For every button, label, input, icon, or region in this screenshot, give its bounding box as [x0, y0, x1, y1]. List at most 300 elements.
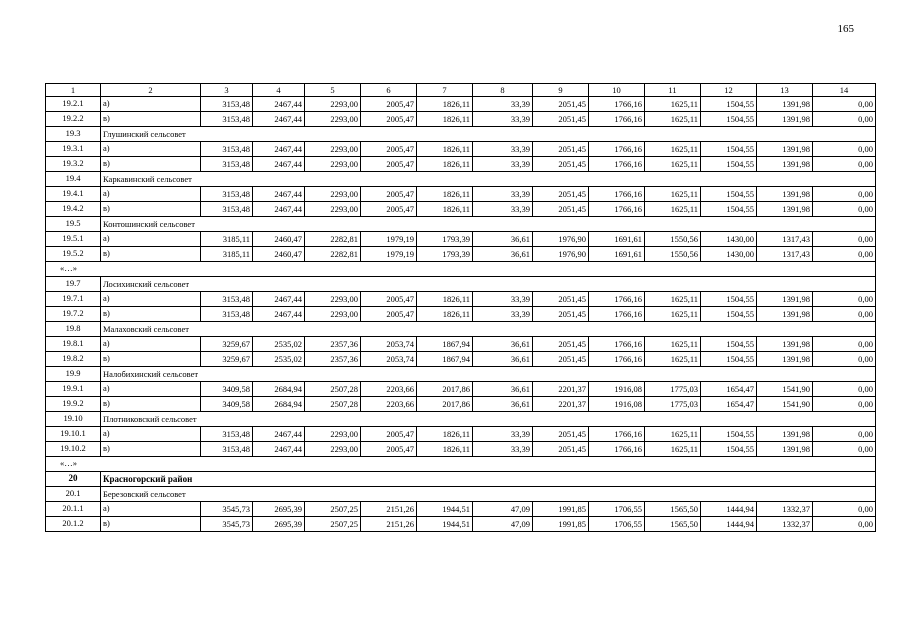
- value-cell: 2507,25: [305, 517, 361, 532]
- row-code: 19.2.2: [46, 112, 101, 127]
- value-cell: 1625,11: [645, 352, 701, 367]
- row-subtype: в): [101, 112, 201, 127]
- column-header: 5: [305, 84, 361, 97]
- value-cell: 1766,16: [589, 97, 645, 112]
- value-cell: 1504,55: [701, 187, 757, 202]
- group-row: [46, 172, 876, 187]
- column-header: 7: [417, 84, 473, 97]
- value-cell: 0,00: [813, 382, 876, 397]
- value-cell: 2460,47: [253, 232, 305, 247]
- value-cell: 1391,98: [757, 157, 813, 172]
- column-header: 10: [589, 84, 645, 97]
- table-row: [46, 142, 876, 157]
- value-cell: 1766,16: [589, 142, 645, 157]
- value-cell: 1775,03: [645, 397, 701, 412]
- value-cell: 1391,98: [757, 442, 813, 457]
- row-code: 19.7.1: [46, 292, 101, 307]
- value-cell: 2467,44: [253, 427, 305, 442]
- column-header: 4: [253, 84, 305, 97]
- value-cell: 2005,47: [361, 142, 417, 157]
- value-cell: 2357,36: [305, 352, 361, 367]
- value-cell: 0,00: [813, 397, 876, 412]
- value-cell: 0,00: [813, 187, 876, 202]
- value-cell: 2051,45: [533, 202, 589, 217]
- group-name: Малаховский сельсовет: [101, 322, 876, 337]
- ellipsis-mark: «…»: [46, 457, 876, 472]
- value-cell: 1391,98: [757, 337, 813, 352]
- value-cell: 0,00: [813, 517, 876, 532]
- value-cell: 2017,86: [417, 382, 473, 397]
- group-code: 19.5: [46, 217, 101, 232]
- table-row: [46, 157, 876, 172]
- value-cell: 2695,39: [253, 517, 305, 532]
- value-cell: 1504,55: [701, 202, 757, 217]
- value-cell: 1944,51: [417, 517, 473, 532]
- value-cell: 1317,43: [757, 247, 813, 262]
- value-cell: 1541,90: [757, 382, 813, 397]
- value-cell: 1504,55: [701, 307, 757, 322]
- group-name: Налобихинский сельсовет: [101, 367, 876, 382]
- value-cell: 1766,16: [589, 427, 645, 442]
- group-row: [46, 367, 876, 382]
- column-header: 14: [813, 84, 876, 97]
- value-cell: 2005,47: [361, 202, 417, 217]
- row-subtype: в): [101, 202, 201, 217]
- value-cell: 3545,73: [201, 517, 253, 532]
- value-cell: 1826,11: [417, 142, 473, 157]
- group-name: Контошинский сельсовет: [101, 217, 876, 232]
- value-cell: 33,39: [473, 157, 533, 172]
- row-code: 19.10.2: [46, 442, 101, 457]
- value-cell: 47,09: [473, 517, 533, 532]
- value-cell: 1793,39: [417, 232, 473, 247]
- value-cell: 2051,45: [533, 337, 589, 352]
- value-cell: 0,00: [813, 142, 876, 157]
- value-cell: 0,00: [813, 502, 876, 517]
- group-code: 19.4: [46, 172, 101, 187]
- value-cell: 1391,98: [757, 307, 813, 322]
- value-cell: 2507,28: [305, 382, 361, 397]
- value-cell: 1826,11: [417, 442, 473, 457]
- column-header: 3: [201, 84, 253, 97]
- group-name: Лосихинский сельсовет: [101, 277, 876, 292]
- value-cell: 1504,55: [701, 352, 757, 367]
- value-cell: 36,61: [473, 352, 533, 367]
- table-row: [46, 442, 876, 457]
- column-header: 9: [533, 84, 589, 97]
- value-cell: 33,39: [473, 427, 533, 442]
- value-cell: 1654,47: [701, 382, 757, 397]
- value-cell: 1867,94: [417, 352, 473, 367]
- value-cell: 1625,11: [645, 157, 701, 172]
- value-cell: 1826,11: [417, 97, 473, 112]
- group-row: [46, 277, 876, 292]
- value-cell: 3153,48: [201, 142, 253, 157]
- value-cell: 1504,55: [701, 142, 757, 157]
- value-cell: 2151,26: [361, 502, 417, 517]
- value-cell: 2684,94: [253, 397, 305, 412]
- value-cell: 2507,25: [305, 502, 361, 517]
- value-cell: 36,61: [473, 232, 533, 247]
- value-cell: 3153,48: [201, 292, 253, 307]
- table-row: [46, 352, 876, 367]
- table-row: [46, 187, 876, 202]
- value-cell: 1979,19: [361, 247, 417, 262]
- column-header: 13: [757, 84, 813, 97]
- value-cell: 1826,11: [417, 427, 473, 442]
- value-cell: 2282,81: [305, 247, 361, 262]
- value-cell: 2293,00: [305, 142, 361, 157]
- row-subtype: а): [101, 427, 201, 442]
- value-cell: 1826,11: [417, 292, 473, 307]
- table-header-row: [46, 84, 876, 97]
- value-cell: 1766,16: [589, 352, 645, 367]
- row-code: 20.1.1: [46, 502, 101, 517]
- row-subtype: а): [101, 187, 201, 202]
- column-header: 11: [645, 84, 701, 97]
- value-cell: 1391,98: [757, 292, 813, 307]
- value-cell: 1706,55: [589, 502, 645, 517]
- value-cell: 2293,00: [305, 97, 361, 112]
- row-subtype: а): [101, 292, 201, 307]
- value-cell: 1706,55: [589, 517, 645, 532]
- row-subtype: а): [101, 97, 201, 112]
- value-cell: 1625,11: [645, 187, 701, 202]
- value-cell: 1691,61: [589, 232, 645, 247]
- group-row: [46, 472, 876, 487]
- value-cell: 33,39: [473, 112, 533, 127]
- value-cell: 1826,11: [417, 112, 473, 127]
- value-cell: 1565,50: [645, 517, 701, 532]
- value-cell: 1625,11: [645, 307, 701, 322]
- value-cell: 3153,48: [201, 112, 253, 127]
- row-subtype: а): [101, 337, 201, 352]
- row-code: 19.10.1: [46, 427, 101, 442]
- row-subtype: в): [101, 157, 201, 172]
- value-cell: 2467,44: [253, 187, 305, 202]
- value-cell: 2201,37: [533, 382, 589, 397]
- group-code: 20.1: [46, 487, 101, 502]
- ellipsis-row: [46, 262, 876, 277]
- table-row: [46, 382, 876, 397]
- value-cell: 1976,90: [533, 247, 589, 262]
- value-cell: 1332,37: [757, 502, 813, 517]
- group-name: Каркавинский сельсовет: [101, 172, 876, 187]
- value-cell: 2293,00: [305, 427, 361, 442]
- column-header: 12: [701, 84, 757, 97]
- value-cell: 2005,47: [361, 112, 417, 127]
- value-cell: 2051,45: [533, 187, 589, 202]
- value-cell: 0,00: [813, 157, 876, 172]
- group-row: [46, 322, 876, 337]
- value-cell: 2053,74: [361, 352, 417, 367]
- row-code: 19.5.1: [46, 232, 101, 247]
- table-row: [46, 112, 876, 127]
- value-cell: 3153,48: [201, 427, 253, 442]
- row-code: 19.3.2: [46, 157, 101, 172]
- value-cell: 3259,67: [201, 352, 253, 367]
- value-cell: 2005,47: [361, 187, 417, 202]
- row-subtype: а): [101, 502, 201, 517]
- table-row: [46, 502, 876, 517]
- row-code: 20.1.2: [46, 517, 101, 532]
- group-code: 20: [46, 472, 101, 487]
- group-code: 19.9: [46, 367, 101, 382]
- row-code: 19.9.1: [46, 382, 101, 397]
- value-cell: 2293,00: [305, 292, 361, 307]
- value-cell: 1317,43: [757, 232, 813, 247]
- value-cell: 2357,36: [305, 337, 361, 352]
- value-cell: 1430,00: [701, 232, 757, 247]
- value-cell: 1625,11: [645, 427, 701, 442]
- value-cell: 1625,11: [645, 337, 701, 352]
- value-cell: 2203,66: [361, 397, 417, 412]
- table-row: [46, 337, 876, 352]
- value-cell: 1444,94: [701, 517, 757, 532]
- value-cell: 1504,55: [701, 97, 757, 112]
- row-subtype: в): [101, 397, 201, 412]
- ellipsis-row: [46, 457, 876, 472]
- value-cell: 3259,67: [201, 337, 253, 352]
- value-cell: 1504,55: [701, 112, 757, 127]
- group-row: [46, 412, 876, 427]
- value-cell: 47,09: [473, 502, 533, 517]
- row-subtype: в): [101, 442, 201, 457]
- value-cell: 2467,44: [253, 442, 305, 457]
- value-cell: 1504,55: [701, 292, 757, 307]
- value-cell: 2293,00: [305, 112, 361, 127]
- value-cell: 0,00: [813, 307, 876, 322]
- value-cell: 1391,98: [757, 202, 813, 217]
- value-cell: 2051,45: [533, 352, 589, 367]
- value-cell: 33,39: [473, 442, 533, 457]
- value-cell: 1504,55: [701, 157, 757, 172]
- value-cell: 33,39: [473, 187, 533, 202]
- row-subtype: а): [101, 382, 201, 397]
- value-cell: 33,39: [473, 292, 533, 307]
- row-code: 19.2.1: [46, 97, 101, 112]
- table-row: [46, 397, 876, 412]
- value-cell: 0,00: [813, 247, 876, 262]
- value-cell: 2051,45: [533, 97, 589, 112]
- value-cell: 2201,37: [533, 397, 589, 412]
- value-cell: 1625,11: [645, 442, 701, 457]
- group-code: 19.8: [46, 322, 101, 337]
- value-cell: 1504,55: [701, 337, 757, 352]
- value-cell: 1766,16: [589, 292, 645, 307]
- value-cell: 1766,16: [589, 112, 645, 127]
- value-cell: 2467,44: [253, 142, 305, 157]
- value-cell: 2053,74: [361, 337, 417, 352]
- value-cell: 3153,48: [201, 97, 253, 112]
- value-cell: 2293,00: [305, 157, 361, 172]
- table-row: [46, 202, 876, 217]
- value-cell: 2005,47: [361, 427, 417, 442]
- value-cell: 1867,94: [417, 337, 473, 352]
- value-cell: 2293,00: [305, 187, 361, 202]
- value-cell: 1766,16: [589, 337, 645, 352]
- row-code: 19.4.1: [46, 187, 101, 202]
- value-cell: 0,00: [813, 202, 876, 217]
- value-cell: 33,39: [473, 307, 533, 322]
- tariff-table: [45, 83, 876, 532]
- group-row: [46, 487, 876, 502]
- row-subtype: а): [101, 142, 201, 157]
- table-row: [46, 427, 876, 442]
- value-cell: 2005,47: [361, 157, 417, 172]
- value-cell: 33,39: [473, 202, 533, 217]
- value-cell: 2151,26: [361, 517, 417, 532]
- value-cell: 1504,55: [701, 427, 757, 442]
- value-cell: 1625,11: [645, 97, 701, 112]
- value-cell: 36,61: [473, 247, 533, 262]
- value-cell: 1944,51: [417, 502, 473, 517]
- value-cell: 1332,37: [757, 517, 813, 532]
- value-cell: 36,61: [473, 382, 533, 397]
- value-cell: 2684,94: [253, 382, 305, 397]
- group-name: Красногорский район: [101, 472, 876, 487]
- value-cell: 1391,98: [757, 142, 813, 157]
- value-cell: 2282,81: [305, 232, 361, 247]
- value-cell: 3153,48: [201, 442, 253, 457]
- row-subtype: в): [101, 307, 201, 322]
- value-cell: 1550,56: [645, 232, 701, 247]
- value-cell: 1916,08: [589, 397, 645, 412]
- value-cell: 1504,55: [701, 442, 757, 457]
- value-cell: 1991,85: [533, 502, 589, 517]
- group-code: 19.10: [46, 412, 101, 427]
- value-cell: 2051,45: [533, 142, 589, 157]
- value-cell: 1991,85: [533, 517, 589, 532]
- column-header: 2: [101, 84, 201, 97]
- value-cell: 2051,45: [533, 112, 589, 127]
- value-cell: 2293,00: [305, 307, 361, 322]
- value-cell: 0,00: [813, 427, 876, 442]
- value-cell: 1766,16: [589, 442, 645, 457]
- value-cell: 0,00: [813, 442, 876, 457]
- value-cell: 1625,11: [645, 112, 701, 127]
- value-cell: 1654,47: [701, 397, 757, 412]
- value-cell: 1391,98: [757, 187, 813, 202]
- value-cell: 3153,48: [201, 307, 253, 322]
- table-row: [46, 97, 876, 112]
- value-cell: 3185,11: [201, 247, 253, 262]
- value-cell: 1391,98: [757, 427, 813, 442]
- table-row: [46, 232, 876, 247]
- value-cell: 2051,45: [533, 307, 589, 322]
- group-row: [46, 127, 876, 142]
- group-name: Березовский сельсовет: [101, 487, 876, 502]
- value-cell: 2467,44: [253, 292, 305, 307]
- value-cell: 1775,03: [645, 382, 701, 397]
- value-cell: 2535,02: [253, 352, 305, 367]
- value-cell: 2017,86: [417, 397, 473, 412]
- value-cell: 0,00: [813, 352, 876, 367]
- value-cell: 2467,44: [253, 97, 305, 112]
- value-cell: 2005,47: [361, 97, 417, 112]
- value-cell: 2695,39: [253, 502, 305, 517]
- value-cell: 0,00: [813, 112, 876, 127]
- value-cell: 2051,45: [533, 157, 589, 172]
- value-cell: 3185,11: [201, 232, 253, 247]
- value-cell: 3409,58: [201, 397, 253, 412]
- value-cell: 1979,19: [361, 232, 417, 247]
- value-cell: 3153,48: [201, 202, 253, 217]
- value-cell: 1826,11: [417, 157, 473, 172]
- value-cell: 2507,28: [305, 397, 361, 412]
- row-subtype: в): [101, 247, 201, 262]
- value-cell: 2460,47: [253, 247, 305, 262]
- row-code: 19.3.1: [46, 142, 101, 157]
- table-row: [46, 517, 876, 532]
- value-cell: 1793,39: [417, 247, 473, 262]
- value-cell: 1916,08: [589, 382, 645, 397]
- value-cell: 2293,00: [305, 202, 361, 217]
- value-cell: 2467,44: [253, 112, 305, 127]
- value-cell: 2051,45: [533, 442, 589, 457]
- value-cell: 2293,00: [305, 442, 361, 457]
- value-cell: 1391,98: [757, 97, 813, 112]
- value-cell: 1541,90: [757, 397, 813, 412]
- value-cell: 2467,44: [253, 157, 305, 172]
- row-code: 19.7.2: [46, 307, 101, 322]
- group-name: Глушинский сельсовет: [101, 127, 876, 142]
- value-cell: 2005,47: [361, 307, 417, 322]
- group-row: [46, 217, 876, 232]
- value-cell: 0,00: [813, 337, 876, 352]
- table-row: [46, 307, 876, 322]
- value-cell: 1625,11: [645, 292, 701, 307]
- value-cell: 1691,61: [589, 247, 645, 262]
- value-cell: 1826,11: [417, 202, 473, 217]
- row-code: 19.8.2: [46, 352, 101, 367]
- page-number: 165: [837, 23, 854, 35]
- value-cell: 1625,11: [645, 202, 701, 217]
- value-cell: 3545,73: [201, 502, 253, 517]
- value-cell: 3153,48: [201, 157, 253, 172]
- value-cell: 2005,47: [361, 442, 417, 457]
- value-cell: 1766,16: [589, 202, 645, 217]
- row-code: 19.4.2: [46, 202, 101, 217]
- value-cell: 3153,48: [201, 187, 253, 202]
- row-subtype: а): [101, 232, 201, 247]
- value-cell: 2005,47: [361, 292, 417, 307]
- value-cell: 33,39: [473, 142, 533, 157]
- value-cell: 1766,16: [589, 157, 645, 172]
- row-subtype: в): [101, 517, 201, 532]
- row-code: 19.5.2: [46, 247, 101, 262]
- column-header: 8: [473, 84, 533, 97]
- value-cell: 1766,16: [589, 307, 645, 322]
- group-name: Плотниковский сельсовет: [101, 412, 876, 427]
- value-cell: 2051,45: [533, 292, 589, 307]
- ellipsis-mark: «…»: [46, 262, 876, 277]
- value-cell: 36,61: [473, 337, 533, 352]
- group-code: 19.7: [46, 277, 101, 292]
- table-row: [46, 247, 876, 262]
- value-cell: 1625,11: [645, 142, 701, 157]
- value-cell: 3409,58: [201, 382, 253, 397]
- row-code: 19.8.1: [46, 337, 101, 352]
- value-cell: 1976,90: [533, 232, 589, 247]
- value-cell: 1766,16: [589, 187, 645, 202]
- value-cell: 1826,11: [417, 307, 473, 322]
- value-cell: 2203,66: [361, 382, 417, 397]
- value-cell: 1391,98: [757, 352, 813, 367]
- column-header: 6: [361, 84, 417, 97]
- value-cell: 2051,45: [533, 427, 589, 442]
- value-cell: 33,39: [473, 97, 533, 112]
